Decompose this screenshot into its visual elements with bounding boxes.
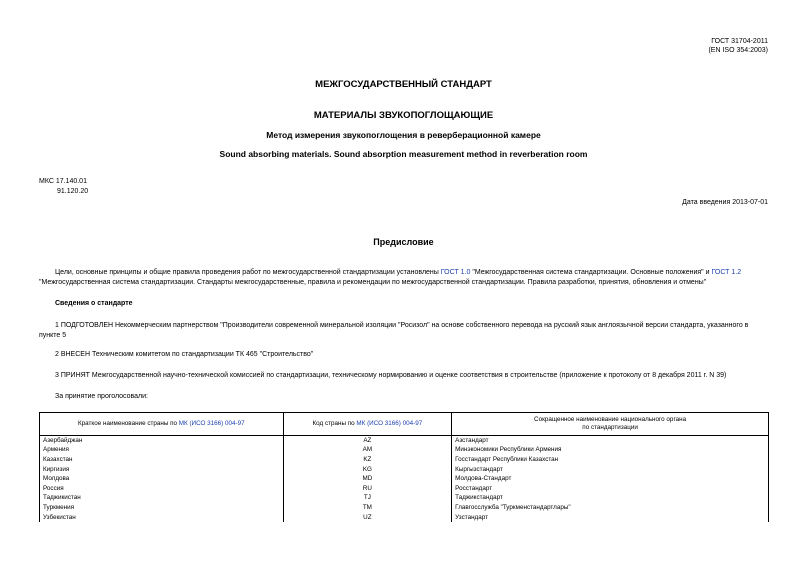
code-cell: UZ (283, 513, 452, 523)
preface-paragraph (39, 268, 769, 288)
body-cell: Узстандарт (452, 513, 769, 523)
table-row (40, 494, 769, 504)
mks-code-2: 91.120.20 (57, 188, 89, 195)
gost-code: ГОСТ 31704-2011 (711, 38, 768, 45)
english-title: Sound absorbing materials. Sound absorption measurement method in reverberation room (219, 149, 588, 159)
code-cell: MD (283, 474, 452, 484)
voting-countries-table (39, 412, 769, 522)
standard-type-title: МЕЖГОСУДАРСТВЕННЫЙ СТАНДАРТ (315, 79, 492, 90)
item-introduced: 2 ВНЕСЕН Техническим комитетом по стандартизации ТК 465 "Строительство" (55, 351, 314, 358)
country-cell: Узбекистан (40, 513, 284, 523)
mk-iso-link[interactable]: МК (ИСО 3166) 004-97 (356, 420, 423, 427)
mks-code-1: МКС 17.140.01 (39, 178, 87, 185)
country-cell: Азербайджан (40, 436, 284, 446)
table-row (40, 465, 769, 475)
preface-text-1: Цели, основные принципы и общие правила проведения работ по межгосударственной стандартизации установлены (55, 269, 441, 276)
standard-name-title: МАТЕРИАЛЫ ЗВУКОПОГЛОЩАЮЩИЕ (313, 110, 494, 121)
country-cell: Таджикистан (40, 494, 284, 504)
table-row (40, 474, 769, 484)
body-cell: Госстандарт Республики Казахстан (452, 455, 769, 465)
country-cell: Армения (40, 446, 284, 456)
country-cell: Казахстан (40, 455, 284, 465)
country-cell: Киргизия (40, 465, 284, 475)
table-row (40, 455, 769, 465)
document-reference (708, 37, 768, 55)
body-cell: Минэкономики Республики Армения (452, 446, 769, 456)
gost-1-0-link[interactable]: ГОСТ 1.0 (440, 269, 471, 276)
table-row (40, 436, 769, 446)
introduction-date: Дата введения 2013-07-01 (682, 199, 768, 206)
preface-text-3: "Межгосударственная система стандартизации. Стандарты межгосударственные, правила и рекомендации по межгосударственной стандартизации. Правила разработки, принятия, обновления и отмены" (39, 279, 707, 286)
code-cell: TM (283, 503, 452, 513)
preface-text-2: "Межгосударственная система стандартизации. Основные положения" и (470, 269, 712, 276)
code-cell: AM (283, 446, 452, 456)
code-cell: AZ (283, 436, 452, 446)
body-cell: Кыргызстандарт (452, 465, 769, 475)
gost-1-2-link[interactable]: ГОСТ 1.2 (711, 269, 742, 276)
code-cell: KZ (283, 455, 452, 465)
header-body: Сокращенное наименование национального органа по стандартизации (452, 413, 769, 436)
classification-codes (39, 177, 88, 197)
iso-code: (EN ISO 354:2003) (708, 47, 768, 54)
method-title: Метод измерения звукопоглощения в реверберационной камере (266, 130, 541, 140)
body-cell: Таджикстандарт (452, 494, 769, 504)
item-adopted: 3 ПРИНЯТ Межгосударственной научно-технической комиссией по стандартизации, техническому нормированию и оценке соответствия в строительстве (приложение к протоколу от 8 декабря 2011 г. N 39) (55, 372, 727, 379)
code-cell: KG (283, 465, 452, 475)
body-cell: Молдова-Стандарт (452, 474, 769, 484)
body-cell: Росстандарт (452, 484, 769, 494)
country-cell: Молдова (40, 474, 284, 484)
table-row (40, 503, 769, 513)
table-row (40, 484, 769, 494)
table-header-row (40, 413, 769, 436)
voted-label: За принятие проголосовали: (55, 393, 148, 400)
table-row (40, 513, 769, 523)
table-row (40, 446, 769, 456)
country-cell: Россия (40, 484, 284, 494)
standard-info-heading: Сведения о стандарте (55, 300, 133, 307)
body-cell: Азстандарт (452, 436, 769, 446)
mk-iso-link[interactable]: МК (ИСО 3166) 004-97 (178, 420, 245, 427)
preface-heading: Предисловие (373, 237, 434, 247)
code-cell: TJ (283, 494, 452, 504)
header-country: Краткое наименование страны по МК (ИСО 3166) 004-97 (40, 413, 284, 436)
body-cell: Главгосслужба "Туркменстандартлары" (452, 503, 769, 513)
code-cell: RU (283, 484, 452, 494)
item-prepared: 1 ПОДГОТОВЛЕН Некоммерческим партнерством "Производители современной минеральной изоляции "Росизол" на основе собственного перевода на русский язык англоязычной версии стандарта, указанного в пункте 5 (39, 322, 749, 339)
header-code: Код страны по МК (ИСО 3166) 004-97 (283, 413, 452, 436)
country-cell: Туркмения (40, 503, 284, 513)
